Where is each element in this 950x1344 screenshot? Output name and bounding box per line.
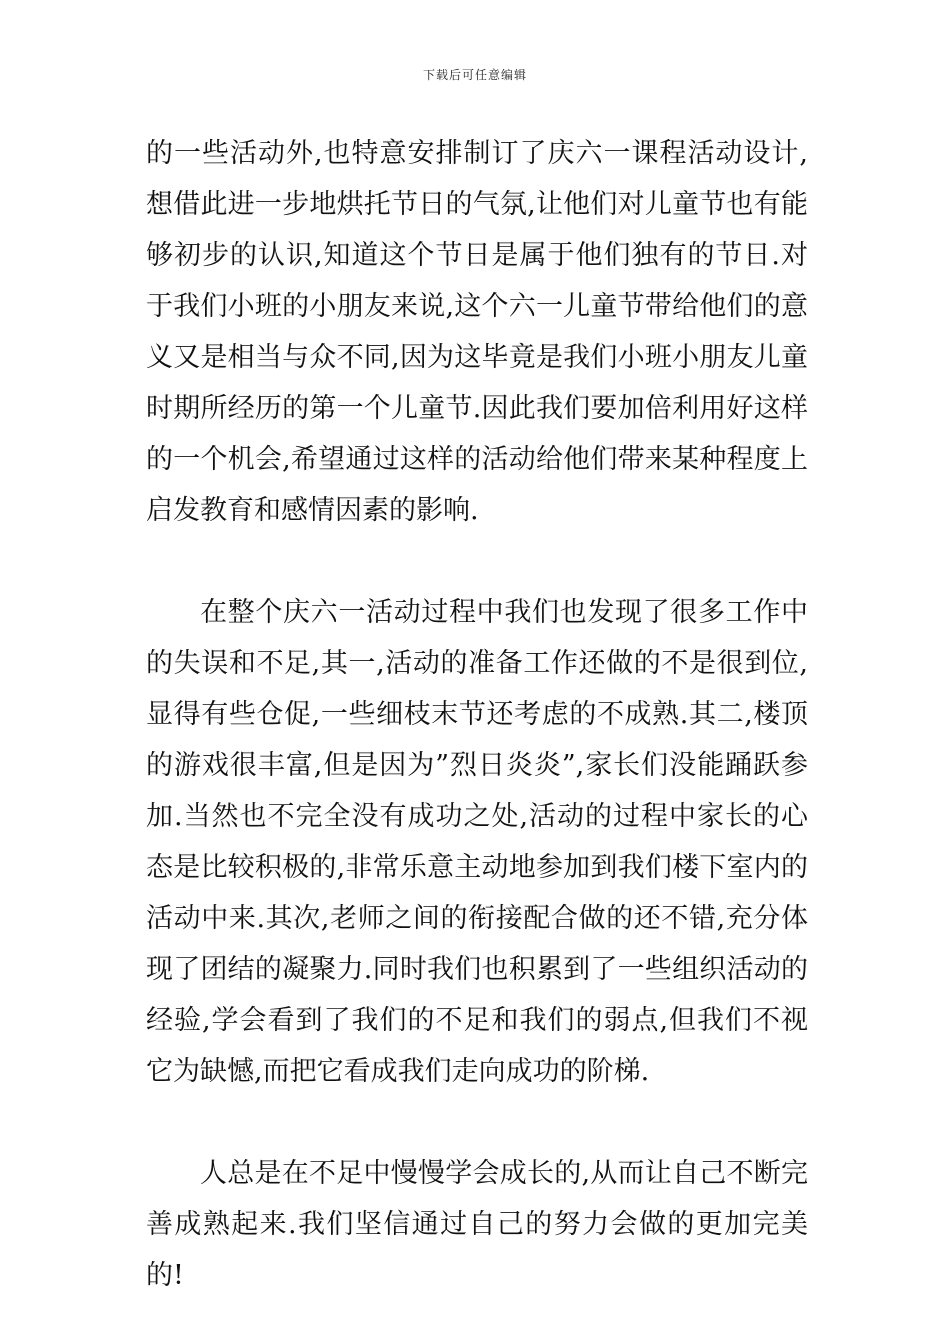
page-header-note: 下载后可任意编辑 <box>422 68 527 82</box>
paragraph-1: 的一些活动外,也特意安排制订了庆六一课程活动设计,想借此进一步地烘托节日的气氛,让他们对儿童节也有能够初步的认识,知道这个节日是属于他们独有的节日.对于我们小班的小朋友来说,这个六一儿童节带给他们的意义又是相当与众不同,因为这毕竟是我们小班小朋友儿童时期所经历的第一个儿童节.因此我们要加倍利用好这样的一个机会,希望通过这样的活动给他们带来某种程度上启发教育和感情因素的影响. <box>146 138 808 526</box>
paragraph-2: 在整个庆六一活动过程中我们也发现了很多工作中的失误和不足,其一,活动的准备工作还做的不是很到位,显得有些仓促,一些细枝末节还考虑的不成熟.其二,楼顶的游戏很丰富,但是因为”烈日炎炎”,家长们没能踊跃参加.当然也不完全没有成功之处,活动的过程中家长的心态是比较积极的,非常乐意主动地参加到我们楼下室内的活动中来.其次,老师之间的衔接配合做的还不错,充分体现了团结的凝聚力.同时我们也积累到了一些组织活动的经验,学会看到了我们的不足和我们的弱点,但我们不视它为缺憾,而把它看成我们走向成功的阶梯. <box>146 597 808 1087</box>
paragraph-3: 人总是在不足中慢慢学会成长的,从而让自己不断完善成熟起来.我们坚信通过自己的努力会做的更加完美的! <box>146 1158 808 1291</box>
document-body <box>146 128 808 1301</box>
